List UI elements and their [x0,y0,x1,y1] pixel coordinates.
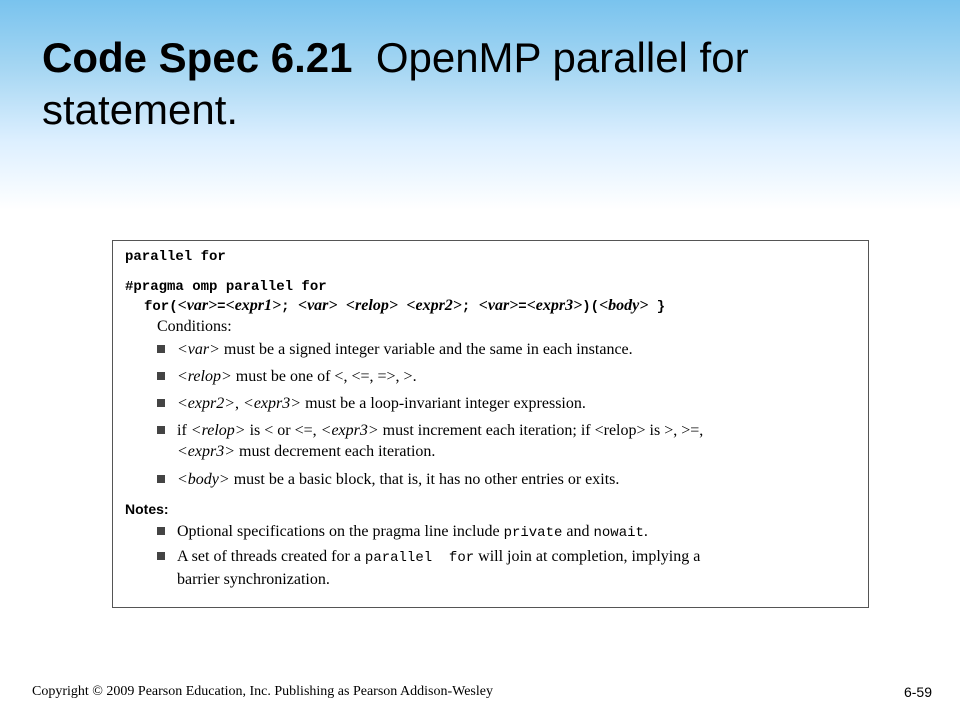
condition-text: <body> must be a basic block, that is, it has no other entries or exits. [177,471,620,488]
condition-text: if <relop> is < or <=, <expr3> must increment each iteration; if <relop> is >, >=, <expr3> must decrement each iteration. [177,422,704,460]
condition-text: <expr2>, <expr3> must be a loop-invariant integer expression. [177,395,586,412]
square-bullet-icon [157,552,165,560]
for-var: <expr3> [526,297,583,314]
square-bullet-icon [157,372,165,380]
square-bullet-icon [157,426,165,434]
page-number: 6-59 [903,684,932,700]
condition-item [157,393,777,414]
square-bullet-icon [157,475,165,483]
condition-text: <relop> must be one of <, <=, =>, >. [177,368,417,385]
for-part: } [648,299,666,315]
for-var: <var> [478,297,519,314]
for-part [338,299,346,315]
condition-item [157,469,777,490]
square-bullet-icon [157,399,165,407]
square-bullet-icon [157,345,165,353]
slide-title-regular: OpenMP parallel for statement. [42,34,749,133]
for-part: )( [582,299,600,315]
code-spec-box [112,240,869,608]
for-statement-line [144,297,665,315]
condition-text: <var> must be a signed integer variable and the same in each instance. [177,341,633,358]
conditions-label: Conditions: [157,318,232,335]
condition-item [157,420,717,462]
note-item [157,521,777,544]
for-var: <relop> [345,297,398,314]
for-part: = [217,299,226,315]
for-part: ; [461,299,479,315]
notes-label: Notes: [125,501,169,517]
condition-item [157,366,777,387]
note-item [157,546,717,590]
spec-heading: parallel for [125,249,226,265]
note-text: A set of threads created for a parallel for will join at completion, implying a barrier synchronization. [177,548,701,588]
slide-title-bold: Code Spec 6.21 [42,34,353,81]
for-var: <expr2> [406,297,462,314]
for-var: <body> [599,297,649,314]
for-var: <var> [297,297,338,314]
for-part: = [518,299,527,315]
square-bullet-icon [157,527,165,535]
copyright-text: Copyright © 2009 Pearson Education, Inc. Publishing as Pearson Addison-Wesley [32,684,493,699]
for-part: ; [281,299,298,315]
for-var: <var> [177,297,218,314]
for-var: <expr1> [225,297,282,314]
condition-item [157,339,777,360]
for-part: for( [144,299,178,315]
slide-title [42,32,922,136]
note-text: Optional specifications on the pragma line include private and nowait. [177,523,648,541]
pragma-line: #pragma omp parallel for [125,279,327,295]
